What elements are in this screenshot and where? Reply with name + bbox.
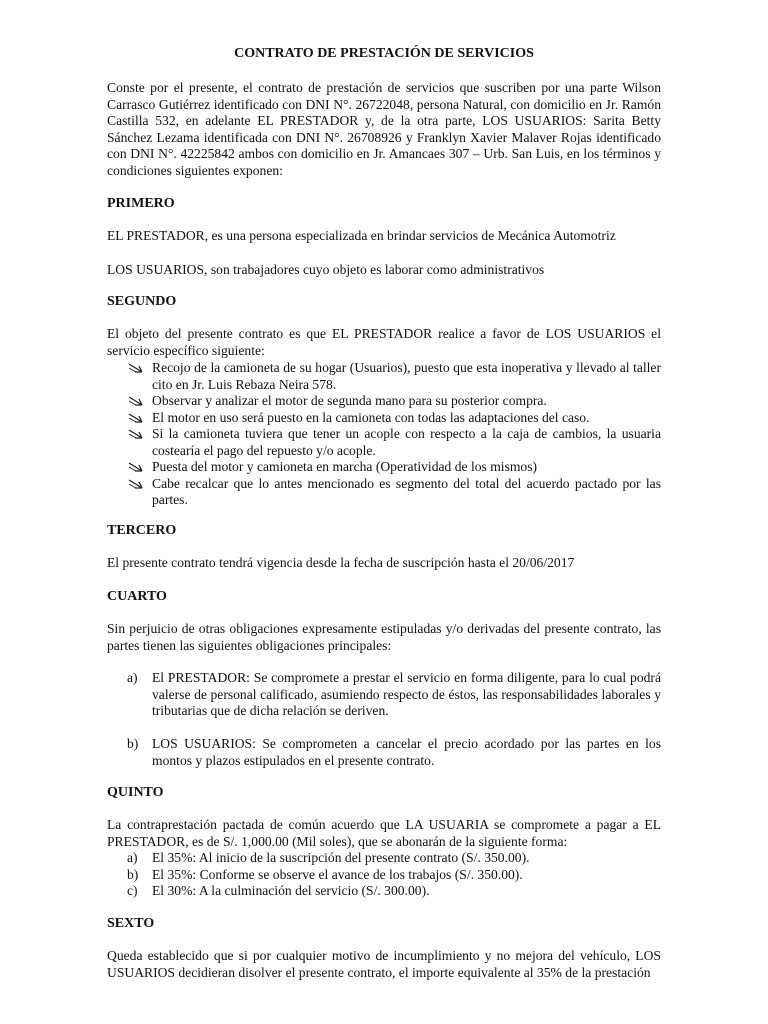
list-item-text: El 35%: Conforme se observe el avance de los trabajos (S/. 350.00). <box>152 866 523 882</box>
list-item-text: El 30%: A la culminación del servicio (S/. 300.00). <box>152 883 430 898</box>
list-item-text: LOS USUARIOS: Se comprometen a cancelar el precio acordado por las partes en los montos y plazos estipulados en el presente contrato. <box>152 736 661 768</box>
arrow-bullet-icon <box>127 426 145 442</box>
list-marker: c) <box>127 883 138 898</box>
arrow-bullet-icon <box>127 393 145 409</box>
list-marker: a) <box>127 670 138 685</box>
list-item <box>107 410 661 427</box>
list-item-text: Puesta del motor y camioneta en marcha (Operatividad de los mismos) <box>152 459 538 474</box>
list-item <box>107 850 661 867</box>
arrow-bullet-icon <box>127 360 145 376</box>
arrow-bullet-icon <box>127 410 145 426</box>
list-item <box>107 459 661 476</box>
segundo-service-list <box>107 360 661 509</box>
sexto-paragraph: Queda establecido que si por cualquier motivo de incumplimiento y no mejora del vehículo, LOS USUARIOS decidieran disolver el presente contrato, el importe equivalente al 35% de la prestación <box>107 948 661 980</box>
arrow-bullet-icon <box>127 476 145 492</box>
list-marker: b) <box>127 866 139 882</box>
arrow-bullet-icon <box>127 459 145 475</box>
section-heading-quinto: QUINTO <box>107 785 164 800</box>
list-item-text: Recojo de la camioneta de su hogar (Usuarios), puesto que esta inoperativa y llevado al taller cito en Jr. Luis Rebaza Neira 578. <box>152 360 661 392</box>
list-marker: a) <box>127 850 138 865</box>
primero-paragraph-1: EL PRESTADOR, es una persona especializada en brindar servicios de Mecánica Automotriz <box>107 228 616 243</box>
section-heading-primero: PRIMERO <box>107 196 175 211</box>
primero-paragraph-2: LOS USUARIOS, son trabajadores cuyo objeto es laborar como administrativos <box>107 262 545 277</box>
list-item-text: El PRESTADOR: Se compromete a prestar el servicio en forma diligente, para lo cual podrá valerse de personal calificado, asumiendo respecto de éstos, las responsabilidades laborales y tributarias que de dicha relación se deriven. <box>152 670 661 718</box>
quinto-paragraph: La contraprestación pactada de común acuerdo que LA USUARIA se compromete a pagar a EL PRESTADOR, es de S/. 1,000.00 (Mil soles), que se abonarán de la siguiente forma: <box>107 817 661 849</box>
quinto-payment-list <box>107 850 661 900</box>
list-item <box>107 883 661 900</box>
list-item-text: Observar y analizar el motor de segunda mano para su posterior compra. <box>152 393 547 408</box>
intro-paragraph: Conste por el presente, el contrato de prestación de servicios que suscriben por una parte Wilson Carrasco Gutiérrez identificado con DNI N°. 26722048, persona Natural, con domicilio en Jr. Ramón Castilla 532, en adelante EL PRESTADOR y, de la otra parte, LOS USUARIOS: Sarita Betty Sánchez Lezama identificada con DNI N°. 26708926 y Franklyn Xavier Malaver Rojas identificado con DNI N°. 42225842 ambos con domicilio en Jr. Amancaes 307 – Urb. San Luis, en los términos y condiciones siguientes exponen: <box>107 80 661 178</box>
document-title: CONTRATO DE PRESTACIÓN DE SERVICIOS <box>234 46 534 61</box>
section-heading-segundo: SEGUNDO <box>107 294 177 309</box>
section-heading-tercero: TERCERO <box>107 523 177 538</box>
list-item <box>107 476 661 509</box>
cuarto-obligation-a <box>107 670 661 720</box>
list-item-text: El 35%: Al inicio de la suscripción del presente contrato (S/. 350.00). <box>152 850 530 865</box>
tercero-paragraph: El presente contrato tendrá vigencia desde la fecha de suscripción hasta el 20/06/2017 <box>107 555 575 570</box>
cuarto-paragraph: Sin perjuicio de otras obligaciones expresamente estipuladas y/o derivadas del presente contrato, las partes tienen las siguientes obligaciones principales: <box>107 621 661 653</box>
list-item <box>107 736 661 769</box>
section-heading-cuarto: CUARTO <box>107 589 167 604</box>
list-item <box>107 393 661 410</box>
section-heading-sexto: SEXTO <box>107 916 155 931</box>
list-item-text: Cabe recalcar que lo antes mencionado es segmento del total del acuerdo pactado por las partes. <box>152 475 661 507</box>
list-item-text: El motor en uso será puesto en la camioneta con todas las adaptaciones del caso. <box>152 409 590 425</box>
cuarto-obligation-b <box>107 736 661 769</box>
list-marker: b) <box>127 736 139 751</box>
list-item <box>107 670 661 720</box>
list-item-text: Si la camioneta tuviera que tener un acople con respecto a la caja de cambios, la usuaria costearía el pago del repuesto y/o acople. <box>152 426 661 458</box>
list-item <box>107 426 661 459</box>
list-item <box>107 360 661 393</box>
segundo-paragraph: El objeto del presente contrato es que EL PRESTADOR realice a favor de LOS USUARIOS el servicio específico siguiente: <box>107 326 661 358</box>
list-item <box>107 867 661 884</box>
